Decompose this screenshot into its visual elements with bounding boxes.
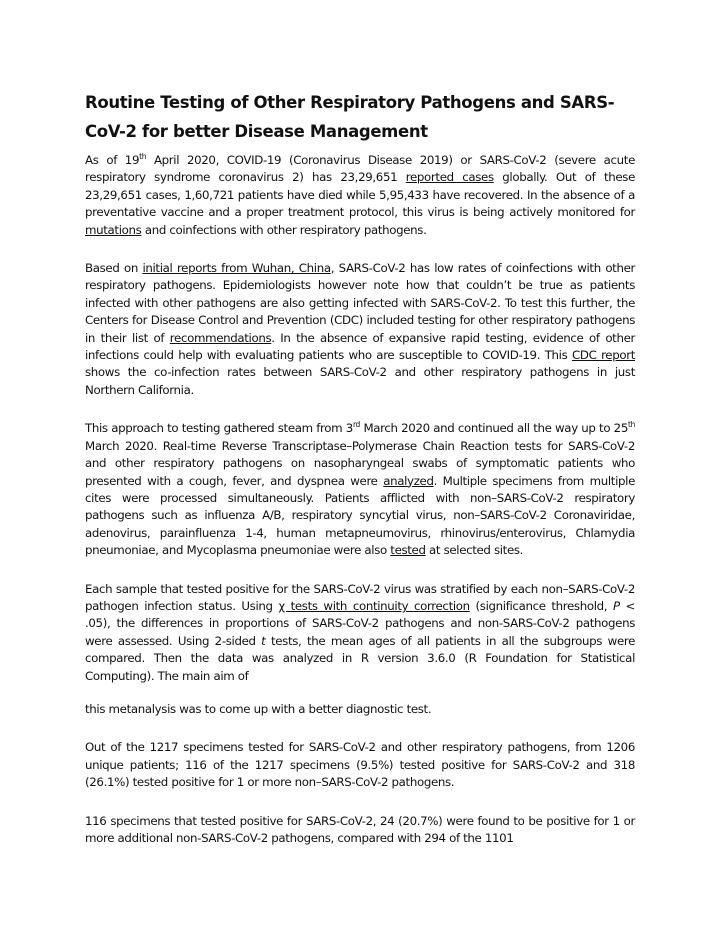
text-run: < .05), the differences in proportions of SARS-CoV-2 pathogens and non-SARS-CoV-2 pathogens were assessed. Using 2-sided: [85, 598, 636, 648]
mutations-link[interactable]: mutations: [85, 222, 142, 237]
article-body: [85, 152, 635, 868]
italic-text: P: [612, 598, 620, 613]
text-run: . Multiple specimens from multiple cites were processed simultaneously. Patients afflicted with non–SARS-CoV-2 respiratory pathogens such as influenza A/B, respiratory syncytial virus, non–SARS-CoV-2 Coronaviridae, adenovirus, parainfluenza 1-4, human metapneumovirus, rhinovirus/enterovirus, Chlamydia pneumoniae, and Mycoplasma pneumoniae were also: [85, 473, 635, 558]
text-run: March 2020 and continued all the way up to 25: [359, 421, 628, 436]
tested-link[interactable]: tested: [390, 543, 426, 558]
text-run: March 2020. Real-time Reverse Transcriptase–Polymerase Chain Reaction tests for SARS-CoV-2 and other respiratory pathogens on nasopharyngeal swabs of symptomatic patients who presented with a cough, fever, and dyspnea were: [85, 438, 635, 488]
superscript: th: [628, 420, 635, 430]
paragraph-3: [85, 420, 635, 559]
text-run: Based on: [85, 261, 143, 276]
paragraph-5: this metanalysis was to come up with a better diagnostic test.: [85, 701, 432, 716]
superscript: th: [139, 152, 147, 162]
text-run: tests, the mean ages of all patients in all the subgroups were compared. Then the data was analyzed in R version 3.6.0 (R Foundation for Statistical Computing). The main aim of: [85, 633, 635, 683]
analyzed-link[interactable]: analyzed: [383, 473, 434, 488]
paragraph-2: [85, 260, 635, 399]
text-run: Each sample that tested positive for the SARS-CoV-2 virus was stratified by each non–SARS-CoV-2 pathogen infection status. Using: [85, 581, 635, 613]
text-run: This approach to testing gathered steam from 3: [85, 421, 353, 436]
recommendations-link[interactable]: recommendations: [169, 330, 272, 345]
reported-cases-link[interactable]: reported cases: [405, 170, 494, 185]
paragraph-6: Out of the 1217 specimens tested for SARS-CoV-2 and other respiratory pathogens, from 1206 unique patients; 116 of the 1217 specimens (9.5%) tested positive for SARS-CoV-2 and 318 (26.1%) tested positive for 1 or more non–SARS-CoV-2 pathogens.: [85, 740, 635, 790]
text-run: at selected sites.: [425, 543, 524, 558]
cdc-report-link[interactable]: CDC report: [571, 348, 636, 363]
text-run: and coinfections with other respiratory pathogens.: [141, 222, 427, 237]
text-run: , SARS-CoV-2 has low rates of coinfections with other respiratory pathogens. Epidemiologists however note how that couldn’t be true as patients infected with other pathogens are also getting infected with SARS-CoV-2. To test this further, the Centers for Disease Control and Prevention (CDC) included testing for other respiratory pathogens in their list of: [85, 261, 635, 345]
paragraph-1: [85, 152, 635, 239]
text-run: globally. Out of these 23,29,651 cases, 1,60,721 patients have died while 5,95,433 have recovered. In the absence of a preventative vaccine and a proper treatment protocol, this virus is being actively monitored for: [85, 170, 635, 220]
text-run: (significance threshold,: [469, 598, 613, 613]
text-run: . In the absence of expansive rapid testing, evidence of other infections could help with evaluating patients who are susceptible to COVID-19. This: [85, 330, 635, 363]
text-run: As of 19: [85, 153, 140, 167]
italic-text: t: [261, 633, 266, 648]
text-run: shows the co-infection rates between SARS-CoV-2 and other respiratory pathogens in just Northern California.: [85, 365, 635, 397]
paragraph-7: 116 specimens that tested positive for SARS-CoV-2, 24 (20.7%) were found to be positive for 1 or more additional non-SARS-CoV-2 pathogens, compared with 294 of the 1101: [85, 813, 635, 845]
page-title: Routine Testing of Other Respiratory Pathogens and SARS-CoV-2 for better Disease Management: [85, 93, 615, 141]
paragraph-4: [85, 581, 635, 685]
text-run: April 2020, COVID-19 (Coronavirus Disease 2019) or SARS-CoV-2 (severe acute respiratory syndrome coronavirus 2) has 23,29,651: [85, 153, 635, 185]
chi-tests-link[interactable]: χ tests with continuity correction: [278, 598, 470, 613]
wuhan-reports-link[interactable]: initial reports from Wuhan, China: [142, 261, 331, 276]
superscript: rd: [352, 420, 360, 430]
